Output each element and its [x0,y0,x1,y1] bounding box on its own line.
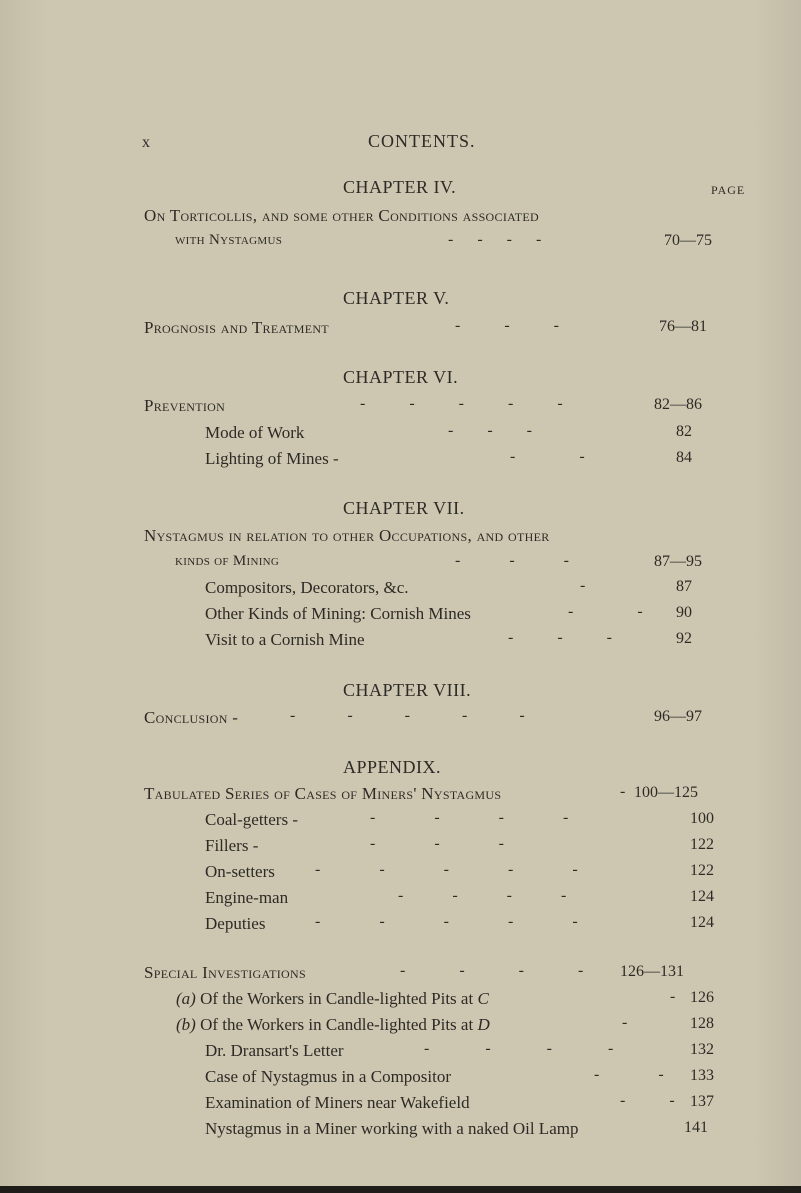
chapter-7-entry-line1: Nystagmus in relation to other Occupations, and other [144,526,550,545]
chapter-6-leader: - - - - - [360,395,563,412]
chapter-4-leader: - - - - [448,231,542,248]
special-sub-leader: - - - - [424,1040,614,1057]
special-sub-page: 126 [690,989,714,1006]
chapter-5-entry: Prognosis and Treatment [144,318,329,337]
appendix-sub-page: 122 [690,836,714,853]
appendix-sub-leader: - - - [370,835,504,852]
appendix-special-entry: Special Investigations [144,963,306,982]
chapter-7-sub-leader: - - [568,603,643,620]
chapter-6-sub-leader: - - [510,448,585,465]
special-sub-page: 137 [690,1093,714,1110]
chapter-8-leader: - - - - - [290,707,525,724]
appendix-sub-leader: - - - - [370,809,569,826]
chapter-5-leader: - - - [455,317,559,334]
special-sub-page: 141 [684,1119,708,1136]
special-sub-a [176,989,489,1009]
special-sub-page: 128 [690,1015,714,1032]
chapter-6-sub-leader: - - - [448,422,532,439]
page-column-label: PAGE [711,183,746,197]
chapter-6-sub-page: 84 [676,449,692,466]
chapter-7-sub-page: 92 [676,630,692,647]
special-sub-label: Of the Workers in Candle-lighted Pits at [200,1015,474,1034]
chapter-8-pages: 96—97 [654,708,702,725]
chapter-6-sub-lighting: Lighting of Mines - [205,449,339,468]
chapter-5-heading: CHAPTER V. [343,288,450,308]
special-sub-leader: - - [594,1066,664,1083]
special-sub-leader: - [670,988,676,1005]
special-sub-marker: (b) [176,1015,196,1034]
special-sub-leader: - - [620,1092,675,1109]
chapter-7-entry-line2: kinds of Mining [175,553,280,569]
chapter-4-entry-line2: with Nystagmus [175,232,283,248]
appendix-tabulated-pages: 100—125 [634,784,698,801]
special-sub-page: 133 [690,1067,714,1084]
special-sub-oil-lamp: Nystagmus in a Miner working with a naked Oil Lamp [205,1119,579,1138]
chapter-7-sub-other-mining: Other Kinds of Mining: Cornish Mines [205,604,471,623]
chapter-6-heading: CHAPTER VI. [343,367,459,387]
special-sub-leader: - [622,1014,628,1031]
chapter-7-sub-page: 87 [676,578,692,595]
special-sub-marker: (a) [176,989,196,1008]
chapter-6-pages: 82—86 [654,396,702,413]
chapter-8-heading: CHAPTER VIII. [343,680,472,700]
appendix-sub-page: 124 [690,888,714,905]
appendix-special-pages: 126—131 [620,963,684,980]
page-bottom-edge [0,1186,801,1193]
appendix-sub-deputies: Deputies [205,914,266,933]
chapter-7-sub-leader: - [580,577,586,594]
appendix-tabulated-leader: - [620,783,626,800]
chapter-8-entry: Conclusion - [144,708,239,727]
chapter-7-sub-cornish-visit: Visit to a Cornish Mine [205,630,365,649]
appendix-sub-page: 100 [690,810,714,827]
chapter-7-heading: CHAPTER VII. [343,498,465,518]
appendix-sub-fillers: Fillers - [205,836,259,855]
chapter-7-sub-page: 90 [676,604,692,621]
appendix-special-leader: - - - - [400,962,584,979]
special-sub-page: 132 [690,1041,714,1058]
chapter-6-entry: Prevention [144,396,226,415]
chapter-4-entry-line1: On Torticollis, and some other Conditions associated [144,206,539,225]
page-number: x [142,134,150,151]
appendix-heading: APPENDIX. [343,757,442,777]
special-sub-dransart-letter: Dr. Dransart's Letter [205,1041,344,1060]
chapter-4-pages: 70—75 [664,232,712,249]
special-sub-wakefield: Examination of Miners near Wakefield [205,1093,470,1112]
chapter-4-heading: CHAPTER IV. [343,177,457,197]
appendix-sub-coal-getters: Coal-getters - [205,810,298,829]
appendix-sub-on-setters: On-setters [205,862,275,881]
chapter-7-sub-leader: - - - [508,629,612,646]
chapter-7-leader: - - - [455,552,569,569]
chapter-7-sub-compositors: Compositors, Decorators, &c. [205,578,409,597]
chapter-6-sub-mode-of-work: Mode of Work [205,423,305,442]
appendix-sub-page: 122 [690,862,714,879]
chapter-7-pages: 87—95 [654,553,702,570]
chapter-6-sub-page: 82 [676,423,692,440]
special-sub-letter: D [477,1015,490,1034]
appendix-sub-engine-man: Engine-man [205,888,289,907]
chapter-5-pages: 76—81 [659,318,707,335]
special-sub-label: Of the Workers in Candle-lighted Pits at [200,989,474,1008]
special-sub-compositor-case: Case of Nystagmus in a Compositor [205,1067,452,1086]
special-sub-letter: C [477,989,489,1008]
running-title: CONTENTS. [368,131,476,151]
appendix-sub-leader: - - - - [398,887,567,904]
appendix-sub-leader: - - - - - [315,861,578,878]
appendix-tabulated-entry: Tabulated Series of Cases of Miners' Nystagmus [144,784,502,803]
appendix-sub-leader: - - - - - [315,913,578,930]
special-sub-b [176,1015,490,1035]
appendix-sub-page: 124 [690,914,714,931]
